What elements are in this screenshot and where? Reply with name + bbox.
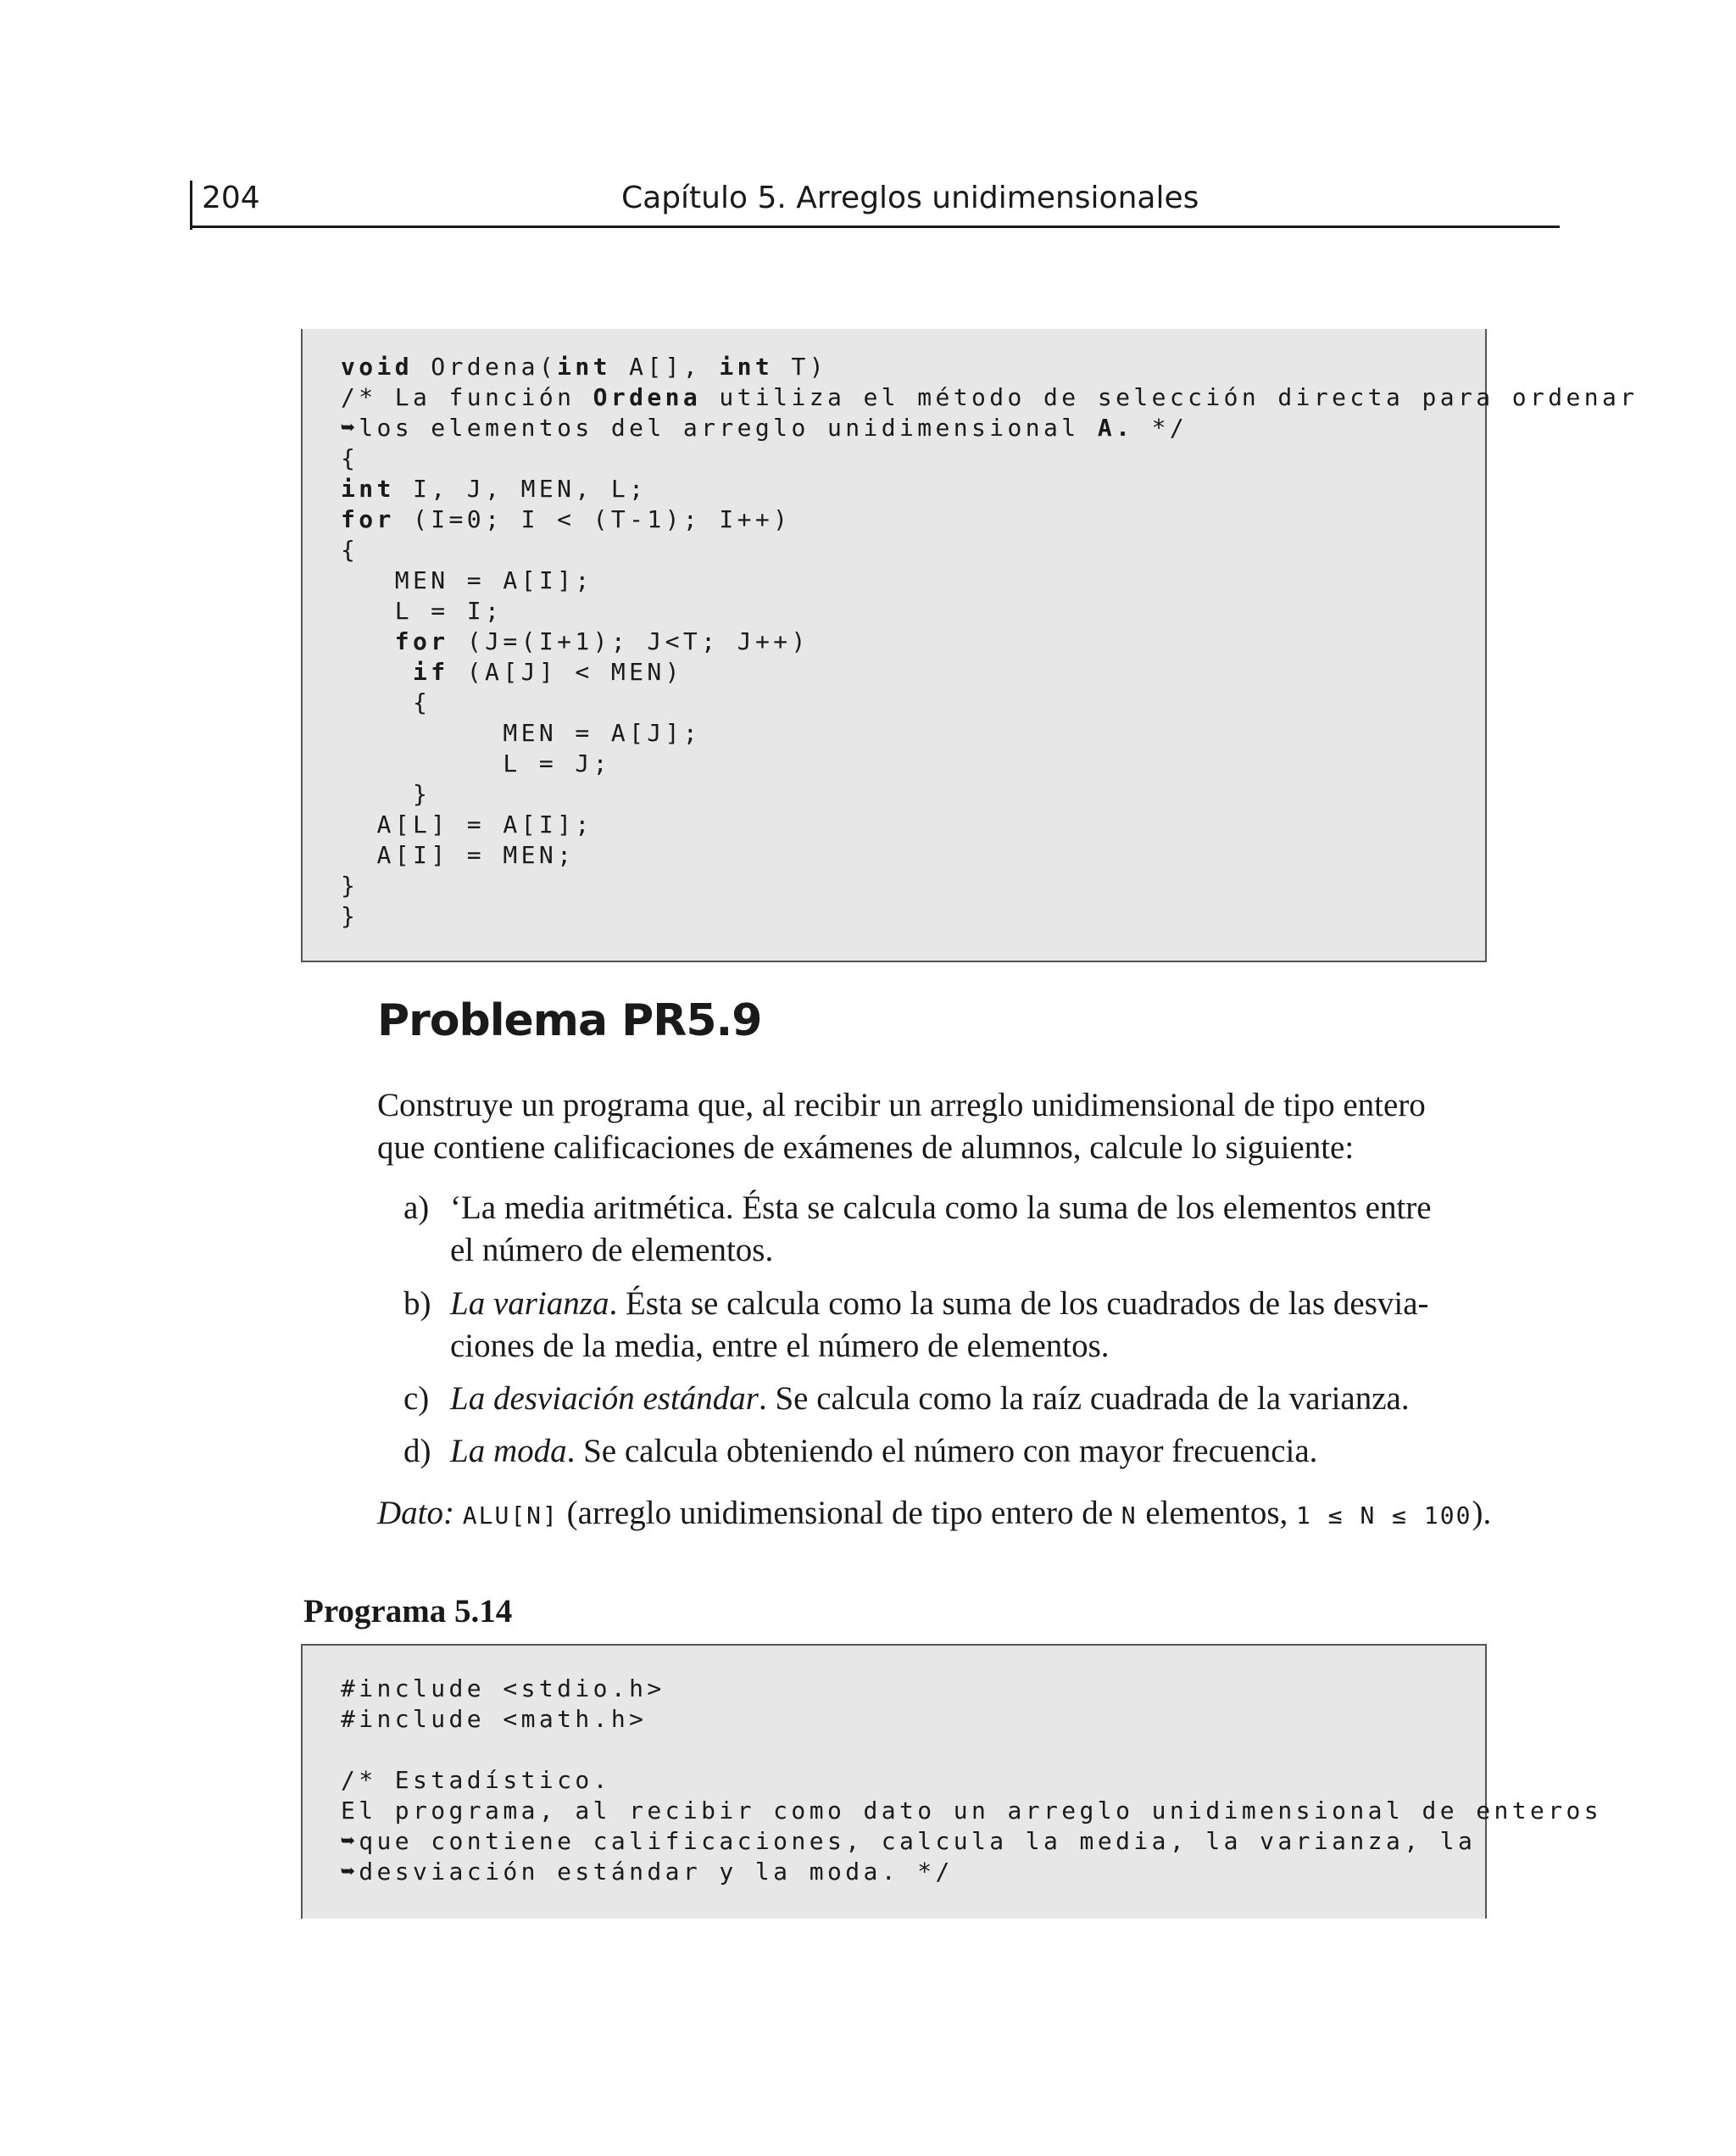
- program-label: Programa 5.14: [303, 1593, 513, 1630]
- code-line: /* Estadístico.: [341, 1766, 611, 1794]
- code-line: El programa, al recibir como dato un arreglo unidimensional de enteros: [341, 1797, 1603, 1825]
- list-item-label: c): [403, 1380, 430, 1417]
- header-rule: [190, 226, 1560, 228]
- dato-label: Dato:: [377, 1495, 454, 1531]
- list-item-label: a): [403, 1189, 430, 1226]
- code-line: A[I] = MEN;: [341, 841, 576, 869]
- code-block-estadistico: [301, 1644, 1603, 1919]
- list-item-text: La varianza. Ésta se calcula como la suma de los cuadrados de las desvia-: [450, 1285, 1429, 1322]
- code-line: void Ordena(int A[], int T): [341, 353, 827, 381]
- list-item-text: ‘La media aritmética. Ésta se calcula como la suma de los elementos entre: [450, 1189, 1432, 1226]
- code-line: int I, J, MEN, L;: [341, 475, 648, 503]
- code-line: L = J;: [341, 749, 611, 777]
- code-line: #include <stdio.h>: [341, 1674, 665, 1702]
- code-line: {: [341, 536, 359, 564]
- code-line: /* La función Ordena utiliza el método de selección directa para ordenar: [341, 383, 1639, 411]
- code-line: ➥desviación estándar y la moda. */: [341, 1858, 954, 1886]
- list-item-label: b): [403, 1285, 431, 1322]
- code-line: A[L] = A[I];: [341, 811, 593, 838]
- list-item-text: La moda. Se calcula obteniendo el número con mayor frecuencia.: [450, 1433, 1318, 1469]
- code-line: MEN = A[I];: [341, 566, 593, 594]
- code-line: {: [341, 444, 359, 472]
- list-item-text: ciones de la media, entre el número de elementos.: [450, 1328, 1110, 1364]
- continuation-arrow-icon: ➥: [341, 1858, 359, 1886]
- code-block-ordena: [301, 329, 1639, 962]
- list-item-text: el número de elementos.: [450, 1232, 774, 1268]
- code-line: }: [341, 902, 359, 930]
- problem-heading: Problema PR5.9: [377, 995, 762, 1046]
- code-line: #include <math.h>: [341, 1705, 648, 1733]
- continuation-arrow-icon: ➥: [341, 1827, 359, 1855]
- code-line: for (I=0; I < (T-1); I++): [341, 505, 792, 533]
- code-line: ➥que contiene calificaciones, calcula la media, la varianza, la: [341, 1827, 1477, 1855]
- header-rule-vertical: [190, 181, 192, 230]
- intro-line: que contiene calificaciones de exámenes de alumnos, calcule lo siguiente:: [377, 1129, 1355, 1166]
- continuation-arrow-icon: ➥: [341, 414, 359, 442]
- running-title: Capítulo 5. Arreglos unidimensionales: [621, 181, 1199, 215]
- code-line: }: [341, 872, 359, 900]
- code-line: ➥los elementos del arreglo unidimensional A. */: [341, 414, 1188, 442]
- code-line: if (A[J] < MEN): [413, 658, 683, 686]
- code-line: L = I;: [341, 597, 504, 625]
- list-item-text: La desviación estándar. Se calcula como la raíz cuadrada de la varianza.: [450, 1380, 1410, 1417]
- intro-line: Construye un programa que, al recibir un arreglo unidimensional de tipo entero: [377, 1087, 1426, 1123]
- code-line: {: [341, 688, 431, 716]
- dato-line: Dato: ALU[N] (arreglo unidimensional de tipo entero de N elementos, 1 ≤ N ≤ 100).: [377, 1495, 1492, 1531]
- code-line: for (J=(I+1); J<T; J++): [394, 627, 810, 655]
- list-item-label: d): [403, 1433, 431, 1469]
- code-line: MEN = A[J];: [341, 719, 702, 747]
- code-line: }: [341, 780, 431, 808]
- page-number: 204: [202, 181, 260, 215]
